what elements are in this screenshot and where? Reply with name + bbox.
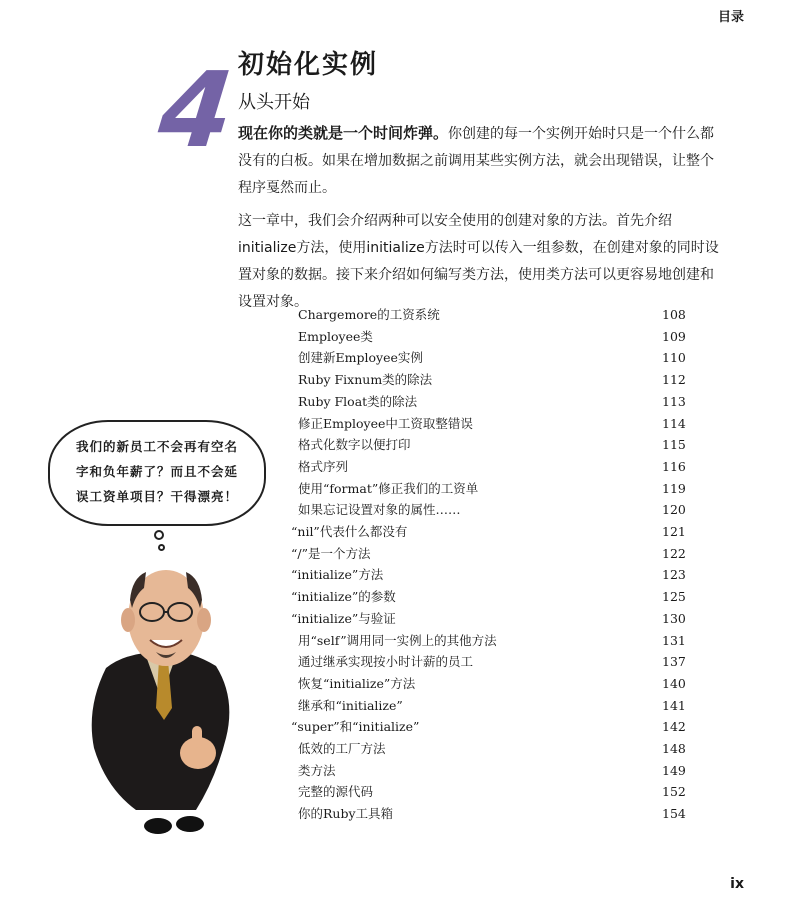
- intro-paragraph: [238, 120, 722, 202]
- chapter-subtitle: 从头开始: [238, 92, 310, 113]
- toc-entry-page: 110: [662, 350, 686, 366]
- toc-entry-title: Chargemore的工资系统: [298, 307, 440, 322]
- toc-entry-title: 你的Ruby工具箱: [298, 806, 394, 822]
- toc-entry-title: Employee类: [298, 328, 373, 344]
- toc-entry-page: 148: [662, 741, 686, 756]
- toc-entry-title: “initialize”的参数: [291, 589, 396, 605]
- toc-entry-title: “initialize”与验证: [291, 610, 396, 626]
- toc-entry-title: 通过继承实现按小时计薪的员工: [298, 654, 474, 670]
- toc-entry-title: 完整的源代码: [298, 784, 374, 800]
- toc-entry-title: Ruby Fixnum类的除法: [298, 372, 433, 388]
- toc-entry-page: 141: [662, 697, 686, 713]
- toc-entry-title: Ruby Float类的除法: [298, 393, 418, 409]
- chapter-title: 初始化实例: [238, 50, 379, 80]
- toc-entry-title: 使用“format”修正我们的工资单: [298, 480, 479, 496]
- toc-entry-page: 142: [662, 719, 686, 735]
- intro-lead: 现在你的类就是一个时间炸弹。: [238, 124, 449, 142]
- toc-entry-title: “initialize”方法: [291, 567, 384, 583]
- toc-entry-page: 115: [662, 437, 686, 453]
- chapter-number: 4: [153, 49, 239, 171]
- toc-entry-title: 类方法: [298, 762, 336, 778]
- toc-entry-page: 109: [662, 328, 686, 344]
- speech-bubble-tail-dot: [154, 530, 164, 540]
- toc-entry-page: 123: [662, 567, 686, 583]
- toc-row: [0, 326, 800, 348]
- toc-entry-page: 154: [662, 806, 686, 822]
- toc-entry-page: 116: [662, 458, 686, 474]
- toc-entry-page: 122: [662, 545, 686, 561]
- header-section-label: 目录: [717, 10, 744, 25]
- toc-entry-page: 149: [662, 762, 686, 778]
- toc-entry-title: “/”是一个方法: [291, 545, 371, 561]
- toc-entry-page: 125: [662, 589, 686, 605]
- toc-entry-page: 114: [662, 415, 686, 431]
- toc-row: [0, 347, 800, 369]
- toc-entry-title: 用“self”调用同一实例上的其他方法: [298, 632, 497, 648]
- toc-row: [0, 391, 800, 413]
- toc-entry-page: 140: [662, 675, 686, 691]
- man-illustration: [66, 548, 266, 838]
- toc-entry-page: 119: [662, 480, 686, 496]
- toc-entry-page: 130: [662, 610, 686, 626]
- toc-entry-page: 131: [662, 632, 686, 648]
- speech-bubble-text: 我们的新员工不会再有空名字和负年薪了？而且不会延误工资单项目？干得漂亮！: [75, 439, 238, 504]
- page-number: ix: [730, 876, 744, 892]
- toc-entry-page: 152: [662, 784, 686, 800]
- toc-entry-title: 修正Employee中工资取整错误: [298, 415, 473, 431]
- toc-entry-title: 创建新Employee实例: [298, 350, 423, 366]
- toc-row: [0, 304, 800, 326]
- toc-entry-page: 137: [662, 654, 686, 670]
- toc-entry-page: 113: [662, 393, 686, 409]
- toc-row: [0, 369, 800, 391]
- toc-entry-title: 格式化数字以便打印: [298, 437, 411, 453]
- toc-entry-page: 121: [662, 524, 686, 539]
- toc-entry-title: 继承和“initialize”: [298, 697, 403, 713]
- toc-entry-title: 低效的工厂方法: [298, 741, 386, 756]
- toc-entry-title: 如果忘记设置对象的属性……: [298, 502, 461, 518]
- intro-paragraph-2: 这一章中，我们会介绍两种可以安全使用的创建对象的方法。首先介绍initialize方法，使用initialize方法时可以传入一组参数，在创建对象的同时设置对象的数据。接下来介绍如何编写类方法，使用类方法可以更容易地创建和设置对象。: [238, 213, 719, 310]
- toc-entry-page: 108: [662, 307, 686, 322]
- toc-entry-title: “nil”代表什么都没有: [291, 524, 408, 539]
- toc-entry-title: 格式序列: [298, 458, 349, 474]
- intro-text: 你创建的每一个实例开始时只是一个什么都没有的白板。如果在增加数据之前调用某些实例方法，就会出现错误，让整个程序戛然而止。: [238, 126, 715, 196]
- toc-entry-page: 112: [662, 372, 686, 388]
- toc-entry-page: 120: [662, 502, 686, 518]
- toc-entry-title: “super”和“initialize”: [291, 719, 420, 735]
- toc-entry-title: 恢复“initialize”方法: [298, 675, 416, 691]
